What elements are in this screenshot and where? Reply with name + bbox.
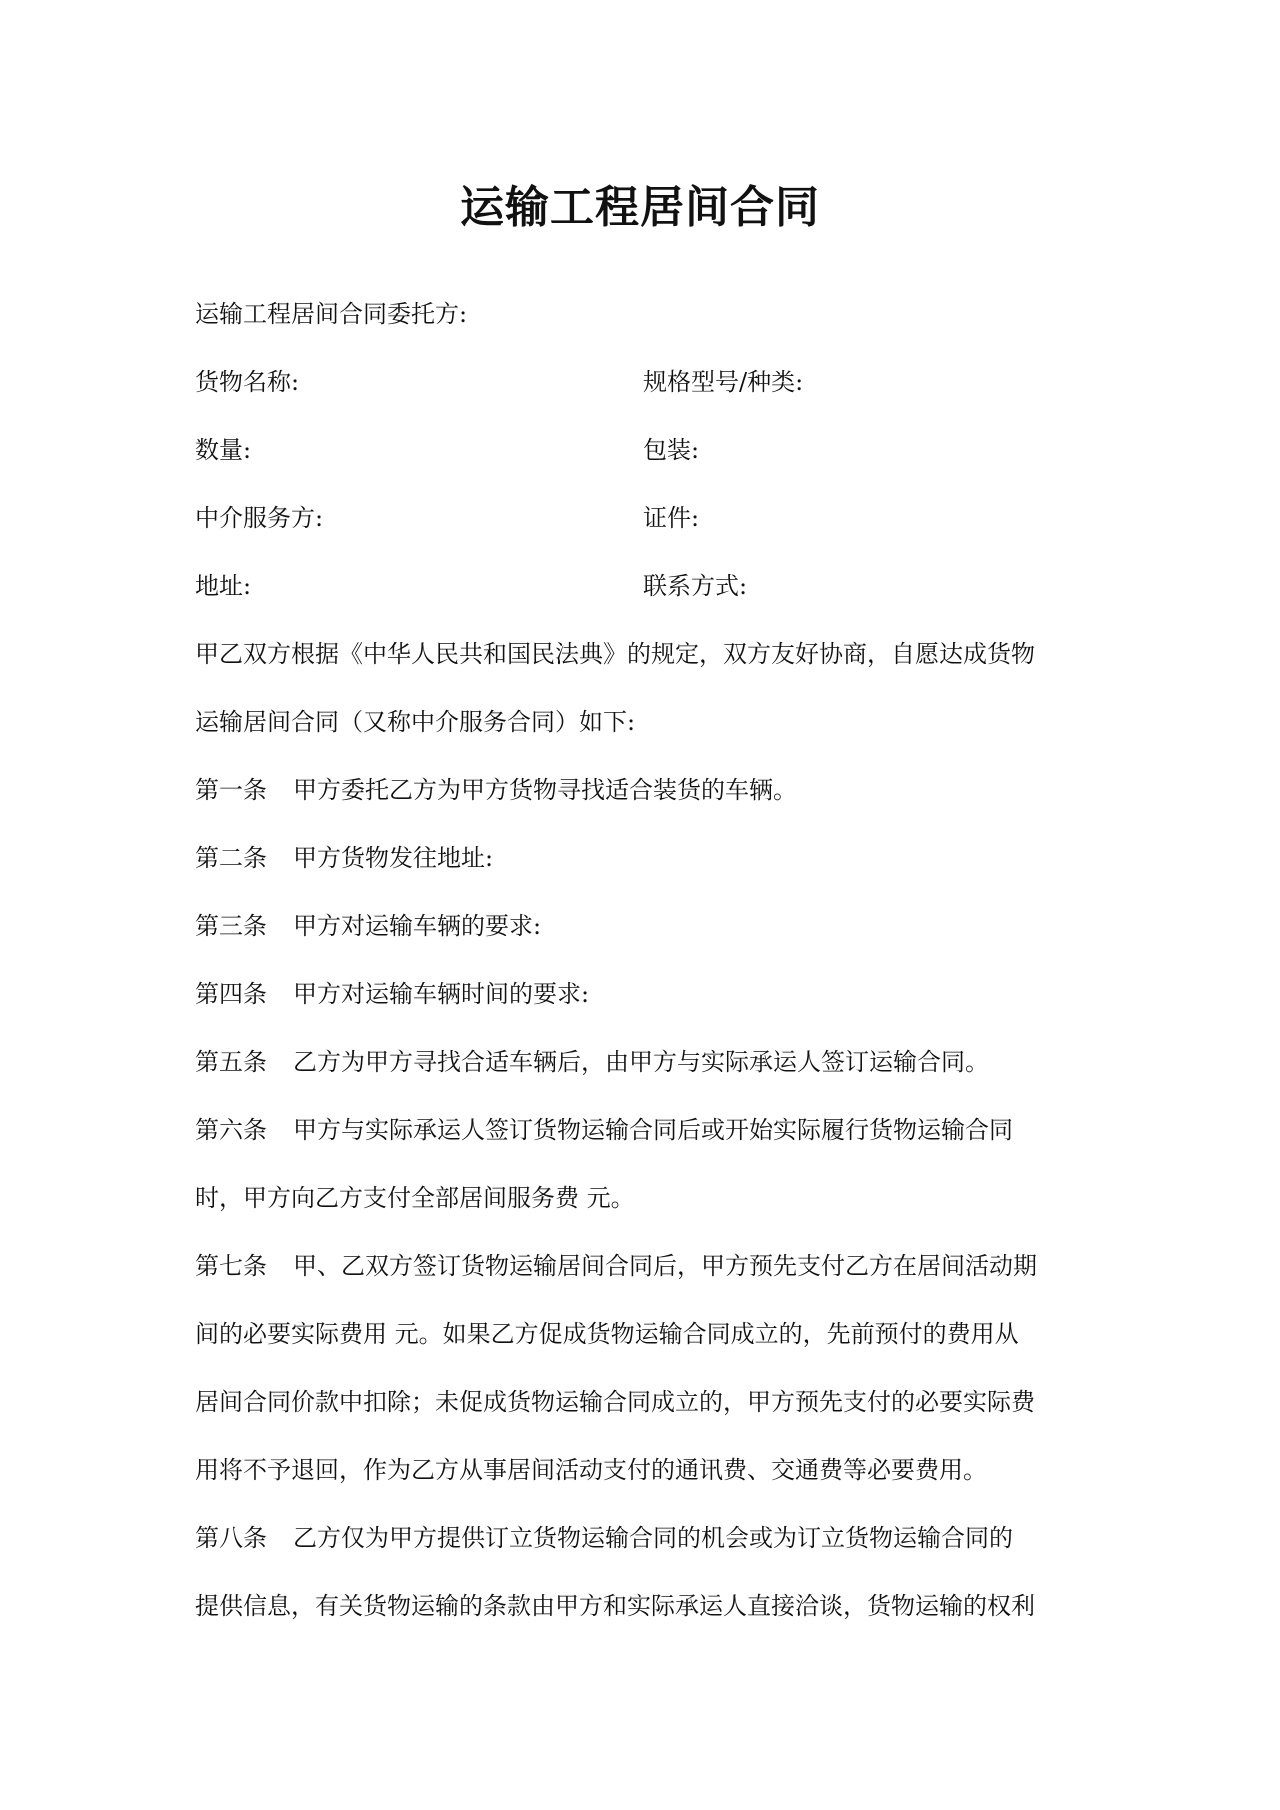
article-label: 第二条 xyxy=(195,844,267,872)
article-text: 甲、乙双方签订货物运输居间合同后，甲方预先支付乙方在居间活动期 xyxy=(293,1252,1037,1280)
article-label: 第七条 xyxy=(195,1252,267,1280)
article-label: 第三条 xyxy=(195,912,267,940)
article-6-continued: 时，甲方向乙方支付全部居间服务费 元。 xyxy=(195,1184,635,1212)
document-title: 运输工程居间合同 xyxy=(460,182,820,233)
article-6 xyxy=(195,1113,1013,1147)
article-2 xyxy=(195,841,493,875)
field-certificate: 证件: xyxy=(643,504,700,532)
article-7-continued-3: 用将不予退回，作为乙方从事居间活动支付的通讯费、交通费等必要费用。 xyxy=(195,1456,987,1484)
article-label: 第四条 xyxy=(195,980,267,1008)
article-label: 第一条 xyxy=(195,776,267,804)
field-contact: 联系方式: xyxy=(643,572,748,600)
article-8-continued: 提供信息，有关货物运输的条款由甲方和实际承运人直接洽谈，货物运输的权利 xyxy=(195,1592,1035,1620)
article-1 xyxy=(195,773,797,807)
article-label: 第八条 xyxy=(195,1524,267,1552)
field-intermediary: 中介服务方: xyxy=(195,504,324,532)
preamble-line-1: 甲乙双方根据《中华人民共和国民法典》的规定，双方友好协商，自愿达成货物 xyxy=(195,640,1035,668)
article-7-continued-2: 居间合同价款中扣除；未促成货物运输合同成立的，甲方预先支付的必要实际费 xyxy=(195,1388,1035,1416)
intro-line: 运输工程居间合同委托方: xyxy=(195,300,468,328)
field-packaging: 包装: xyxy=(643,436,700,464)
article-7 xyxy=(195,1249,1037,1283)
article-text: 乙方为甲方寻找合适车辆后，由甲方与实际承运人签订运输合同。 xyxy=(293,1048,989,1076)
article-text: 乙方仅为甲方提供订立货物运输合同的机会或为订立货物运输合同的 xyxy=(293,1524,1013,1552)
article-5 xyxy=(195,1045,989,1079)
article-4 xyxy=(195,977,589,1011)
article-text: 甲方对运输车辆时间的要求: xyxy=(293,980,590,1008)
article-label: 第五条 xyxy=(195,1048,267,1076)
article-label: 第六条 xyxy=(195,1116,267,1144)
field-address: 地址: xyxy=(195,572,252,600)
article-text: 甲方对运输车辆的要求: xyxy=(293,912,542,940)
field-spec-model: 规格型号/种类: xyxy=(643,368,804,396)
preamble-line-2: 运输居间合同（又称中介服务合同）如下: xyxy=(195,708,636,736)
article-3 xyxy=(195,909,541,943)
field-goods-name: 货物名称: xyxy=(195,368,300,396)
field-quantity: 数量: xyxy=(195,436,252,464)
article-text: 甲方货物发往地址: xyxy=(293,844,494,872)
article-text: 甲方委托乙方为甲方货物寻找适合装货的车辆。 xyxy=(293,776,797,804)
article-7-continued-1: 间的必要实际费用 元。如果乙方促成货物运输合同成立的，先前预付的费用从 xyxy=(195,1320,1019,1348)
article-text: 甲方与实际承运人签订货物运输合同后或开始实际履行货物运输合同 xyxy=(293,1116,1013,1144)
article-8 xyxy=(195,1521,1013,1555)
